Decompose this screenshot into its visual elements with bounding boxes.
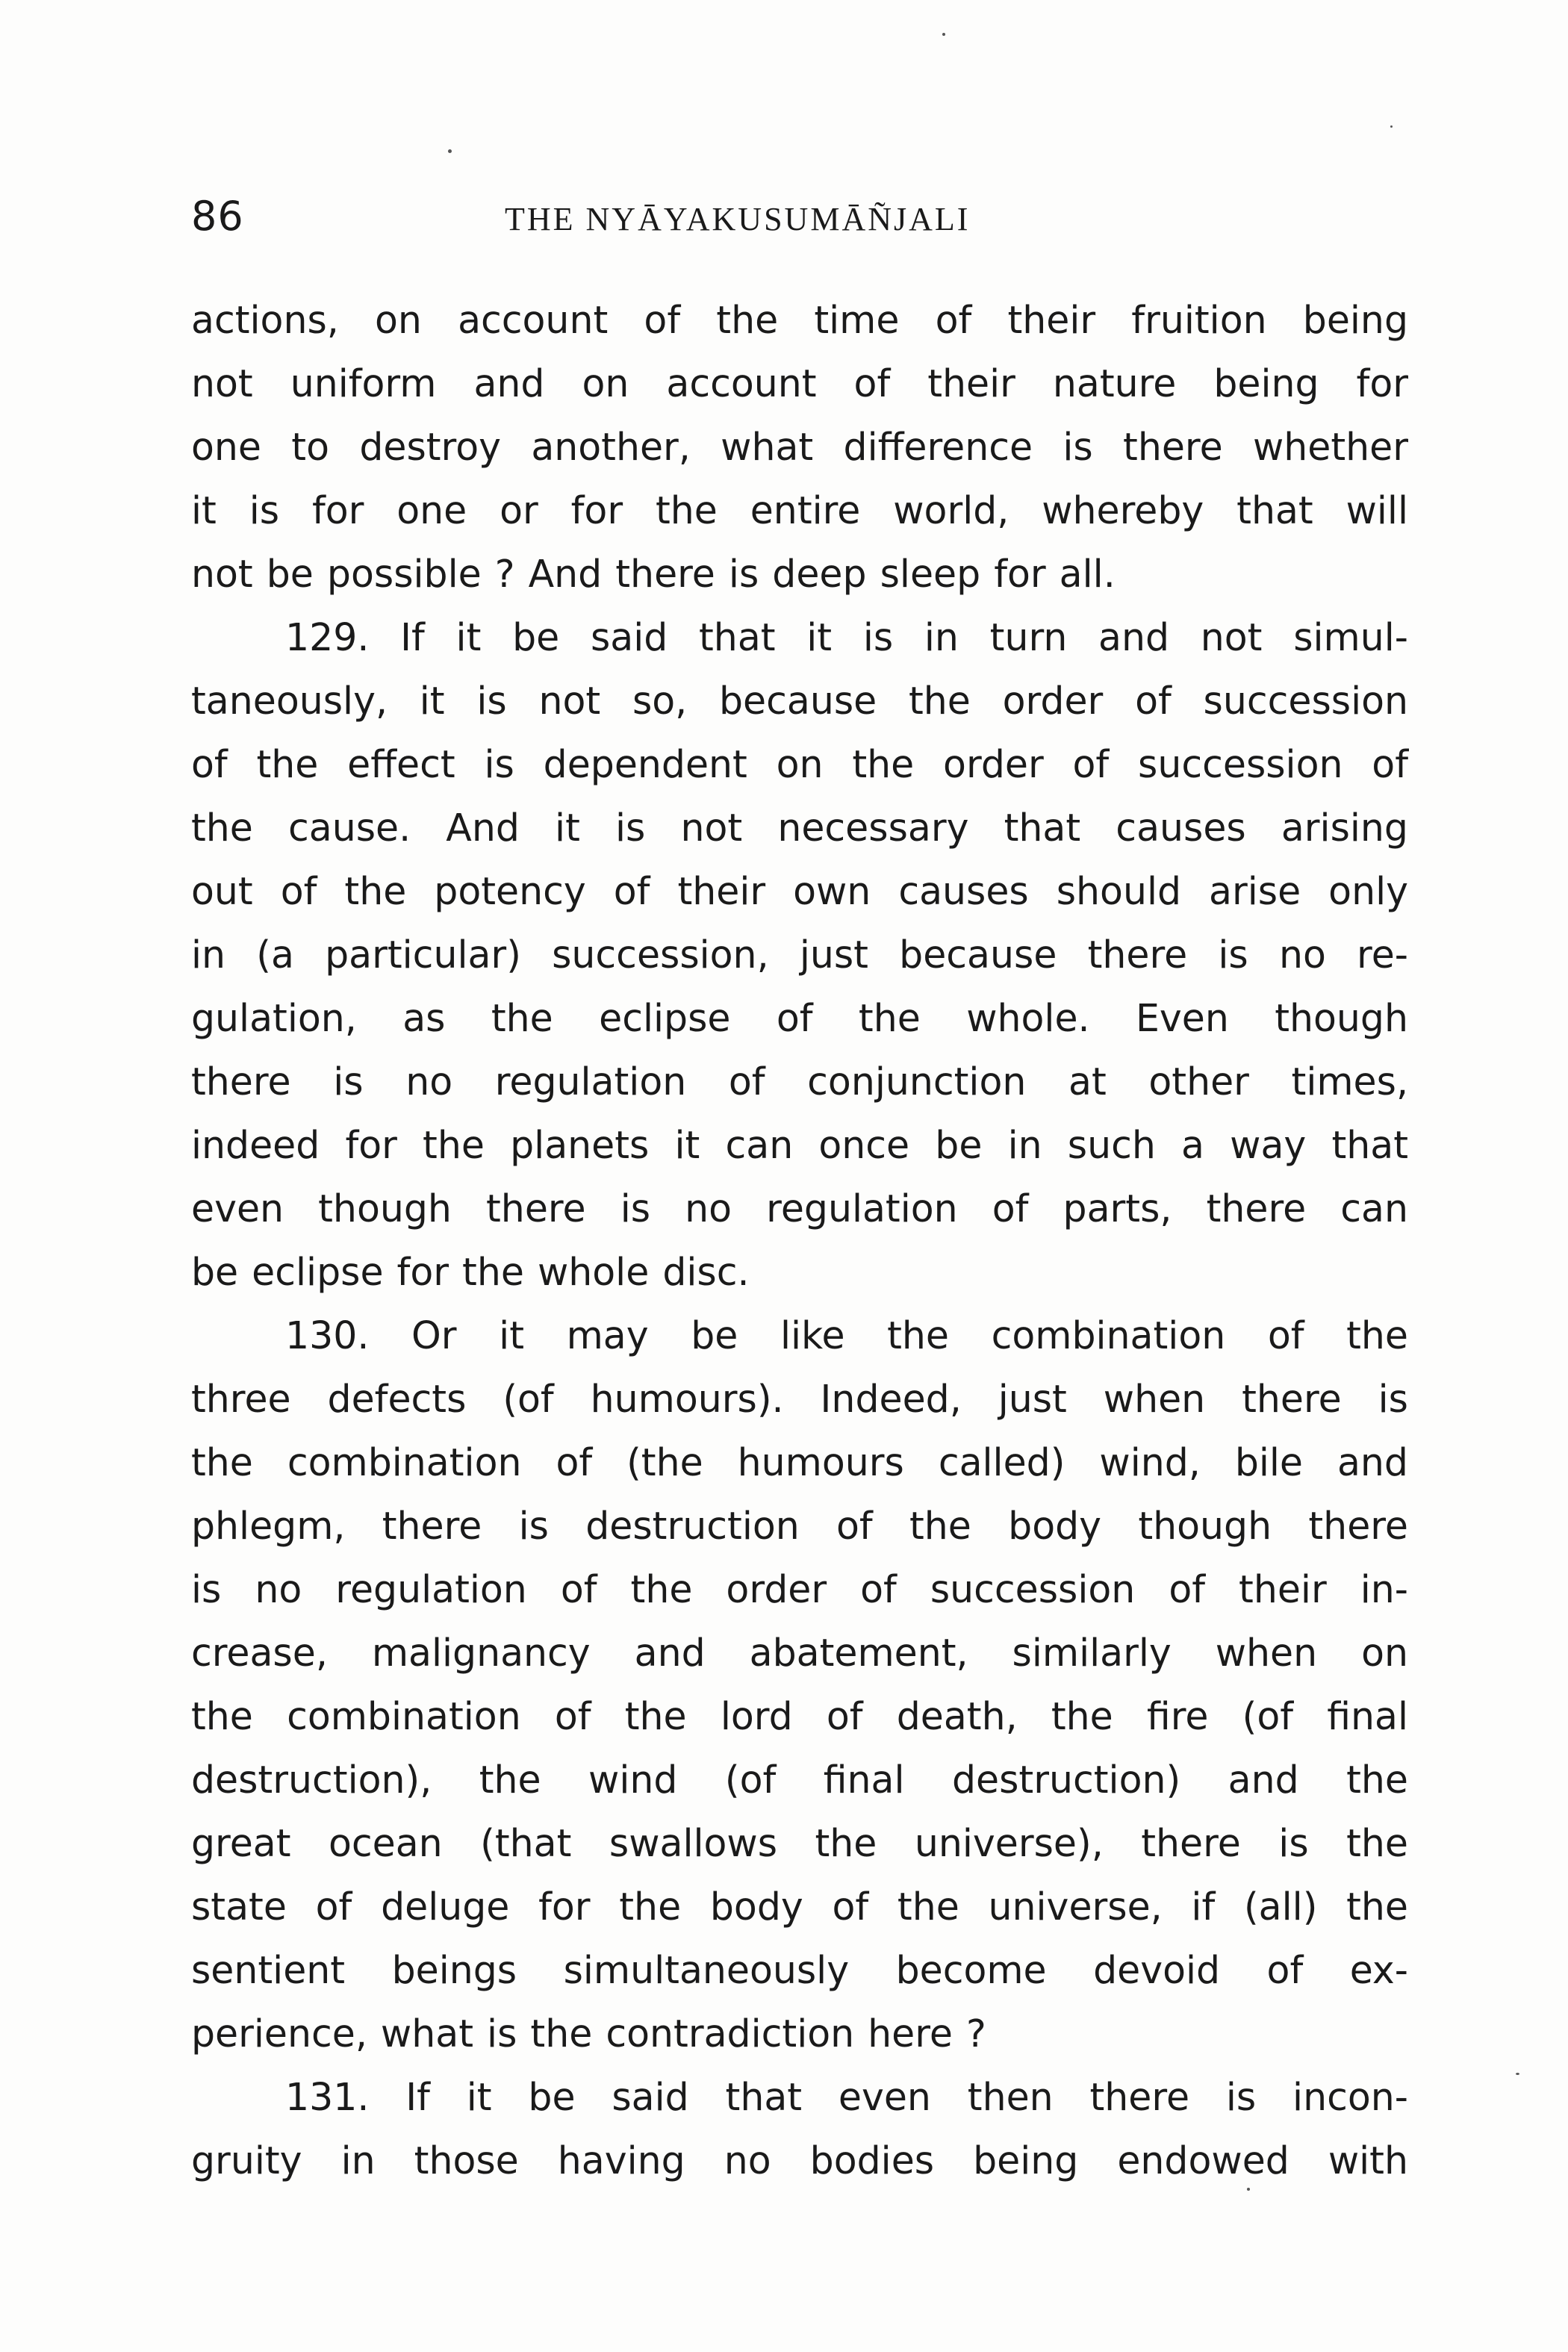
body-text: [191, 288, 1408, 2192]
scan-speck: [1516, 2073, 1519, 2075]
text-line: the combination of (the humours called) wind, bile and: [191, 1440, 1408, 1484]
text-line: of the effect is dependent on the order of succession of: [191, 742, 1408, 786]
text-line: the combination of the lord of death, the fire (of final: [191, 1694, 1408, 1738]
text-line: three defects (of humours). Indeed, just when there is: [191, 1377, 1408, 1421]
text-line: one to destroy another, what difference is there whether: [191, 425, 1408, 469]
running-title: THE NYĀYAKUSUMĀÑJALI: [505, 201, 971, 237]
text-line: in (a particular) succession, just because there is no re-: [191, 933, 1408, 977]
text-line: there is no regulation of conjunction at other times,: [191, 1060, 1408, 1104]
scan-speck: [1390, 125, 1393, 128]
text-line: even though there is no regulation of parts, there can: [191, 1186, 1408, 1231]
text-line: crease, malignancy and abatement, similarly when on: [191, 1631, 1408, 1675]
text-line: sentient beings simultaneously become devoid of ex-: [191, 1948, 1408, 1992]
text-line: indeed for the planets it can once be in such a way that: [191, 1123, 1408, 1167]
text-line: not uniform and on account of their nature being for: [191, 361, 1408, 405]
text-line: gruity in those having no bodies being endowed with: [191, 2138, 1408, 2183]
paragraph-130-start: 130. Or it may be like the combination of the: [285, 1313, 1408, 1357]
paragraph-131-start: 131. If it be said that even then there is incon-: [285, 2075, 1408, 2119]
text-line: be eclipse for the whole disc.: [191, 1250, 750, 1294]
scan-speck: [448, 149, 452, 153]
text-line: it is for one or for the entire world, whereby that will: [191, 488, 1408, 532]
text-line: not be possible ? And there is deep sleep for all.: [191, 552, 1116, 596]
text-line: perience, what is the contradiction here ?: [191, 2012, 986, 2056]
text-line: actions, on account of the time of their fruition being: [191, 298, 1408, 342]
text-line: the cause. And it is not necessary that causes arising: [191, 806, 1408, 850]
paragraph-129-start: 129. If it be said that it is in turn and not simul-: [285, 615, 1408, 659]
text-line: state of deluge for the body of the universe, if (all) the: [191, 1885, 1408, 1929]
text-line: phlegm, there is destruction of the body though there: [191, 1504, 1408, 1548]
text-line: is no regulation of the order of succession of their in-: [191, 1567, 1408, 1611]
text-line: gulation, as the eclipse of the whole. Even though: [191, 996, 1408, 1040]
text-line: out of the potency of their own causes should arise only: [191, 869, 1408, 913]
page-number: 86: [191, 193, 244, 240]
scan-speck: [1247, 2188, 1250, 2191]
text-line: great ocean (that swallows the universe), there is the: [191, 1821, 1408, 1865]
running-head: [191, 193, 1416, 252]
text-line: destruction), the wind (of final destruction) and the: [191, 1758, 1408, 1802]
text-line: taneously, it is not so, because the order of succession: [191, 679, 1408, 723]
scan-speck: [942, 33, 945, 36]
